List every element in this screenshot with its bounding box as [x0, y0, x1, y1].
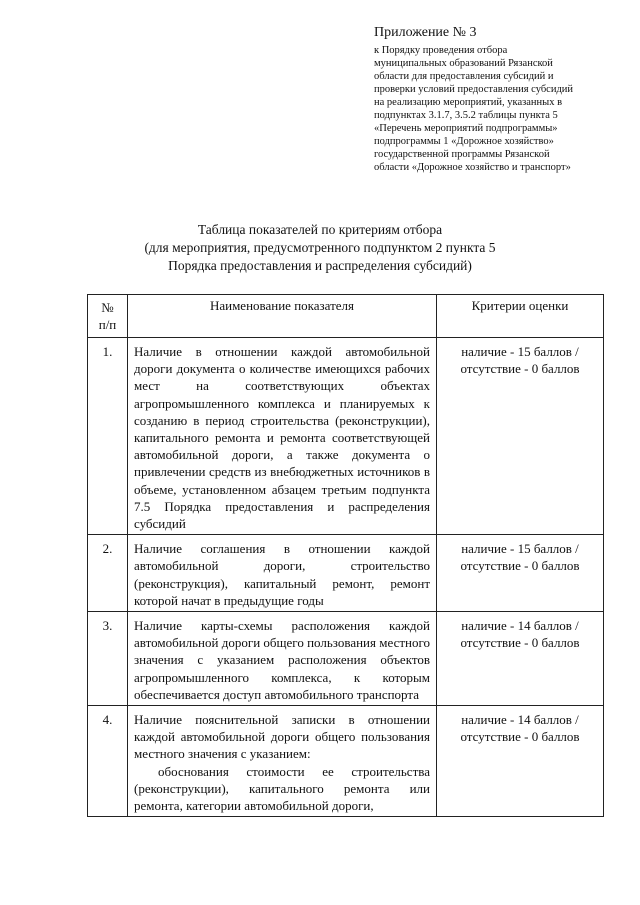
- header-criteria: Критерии оценки: [437, 295, 604, 338]
- heading-line: (для мероприятия, предусмотренного подпунктом 2 пункта 5: [144, 240, 496, 255]
- table-row: [88, 535, 604, 612]
- table-row: [88, 612, 604, 706]
- row-indicator-name: [128, 612, 437, 706]
- header-num: № п/п: [88, 295, 128, 338]
- row-number: 4.: [88, 706, 128, 817]
- row-number: 1.: [88, 338, 128, 535]
- table-header-row: [88, 295, 604, 338]
- row-number: 2.: [88, 535, 128, 612]
- row-indicator-text: Наличие соглашения в отношении каждой автомобильной дороги, строительство (реконструкция), капитальный ремонт, ремонт которой начат в предыдущие годы: [134, 541, 430, 608]
- appendix-line: области для предоставления субсидий и: [374, 71, 554, 82]
- heading-line: Таблица показателей по критериям отбора: [197, 222, 443, 237]
- row-indicator-text: Наличие в отношении каждой автомобильной дороги документа о количестве имеющихся рабочих мест на соответствующих объектах агропромышленного комплекса и планируемых к созданию в период строительства (реконструкции), капитального ремонта и ремонта соответствующей автомобильной дороги, а также документа о привлечении средств из внебюджетных источников в объеме, установленном абзацем третьим подпункта 7.5 Порядка предоставления и распределения субсидий: [134, 344, 430, 532]
- table-row: [88, 706, 604, 817]
- row-indicator-name: [128, 706, 437, 817]
- appendix-line: проверки условий предоставления субсидий: [374, 84, 574, 95]
- appendix-title: Приложение № 3: [374, 25, 477, 40]
- criteria-table: [87, 294, 604, 817]
- appendix-line: «Перечень мероприятий подпрограммы»: [374, 123, 558, 134]
- row-criteria: наличие - 15 баллов / отсутствие - 0 баллов: [437, 338, 604, 535]
- appendix-block: [374, 24, 636, 174]
- appendix-line: муниципальных образований Рязанской: [374, 58, 553, 69]
- row-indicator-text: Наличие пояснительной записки в отношении каждой автомобильной дороги общего пользования местного значения с указанием:: [134, 712, 430, 762]
- row-indicator-text: Наличие карты-схемы расположения каждой автомобильной дороги общего пользования местного значения с указанием расположения объектов агропромышленного комплекса, к которым обеспечивается доступ автомобильного транспорта: [134, 618, 430, 702]
- table-row: [88, 338, 604, 535]
- appendix-line: подпунктах 3.1.7, 3.5.2 таблицы пункта 5: [374, 110, 558, 121]
- row-criteria: наличие - 14 баллов / отсутствие - 0 баллов: [437, 706, 604, 817]
- row-criteria: наличие - 14 баллов / отсутствие - 0 баллов: [437, 612, 604, 706]
- header-name: Наименование показателя: [128, 295, 437, 338]
- appendix-line: на реализацию мероприятий, указанных в: [374, 97, 563, 108]
- appendix-line: к Порядку проведения отбора: [374, 45, 508, 56]
- table-heading: [100, 221, 540, 275]
- appendix-line: подпрограммы 1 «Дорожное хозяйство»: [374, 136, 554, 147]
- row-indicator-name: [128, 338, 437, 535]
- appendix-line: государственной программы Рязанской: [374, 149, 550, 160]
- appendix-line: области «Дорожное хозяйство и транспорт»: [374, 162, 571, 173]
- row-criteria: наличие - 15 баллов / отсутствие - 0 баллов: [437, 535, 604, 612]
- row-indicator-name: [128, 535, 437, 612]
- row-number: 3.: [88, 612, 128, 706]
- appendix-subtitle: [374, 44, 636, 174]
- heading-line: Порядка предоставления и распределения субсидий): [168, 258, 472, 273]
- row-indicator-text: обоснования стоимости ее строительства (реконструкции), капитального ремонта или ремонта, категории автомобильной дороги,: [134, 763, 430, 814]
